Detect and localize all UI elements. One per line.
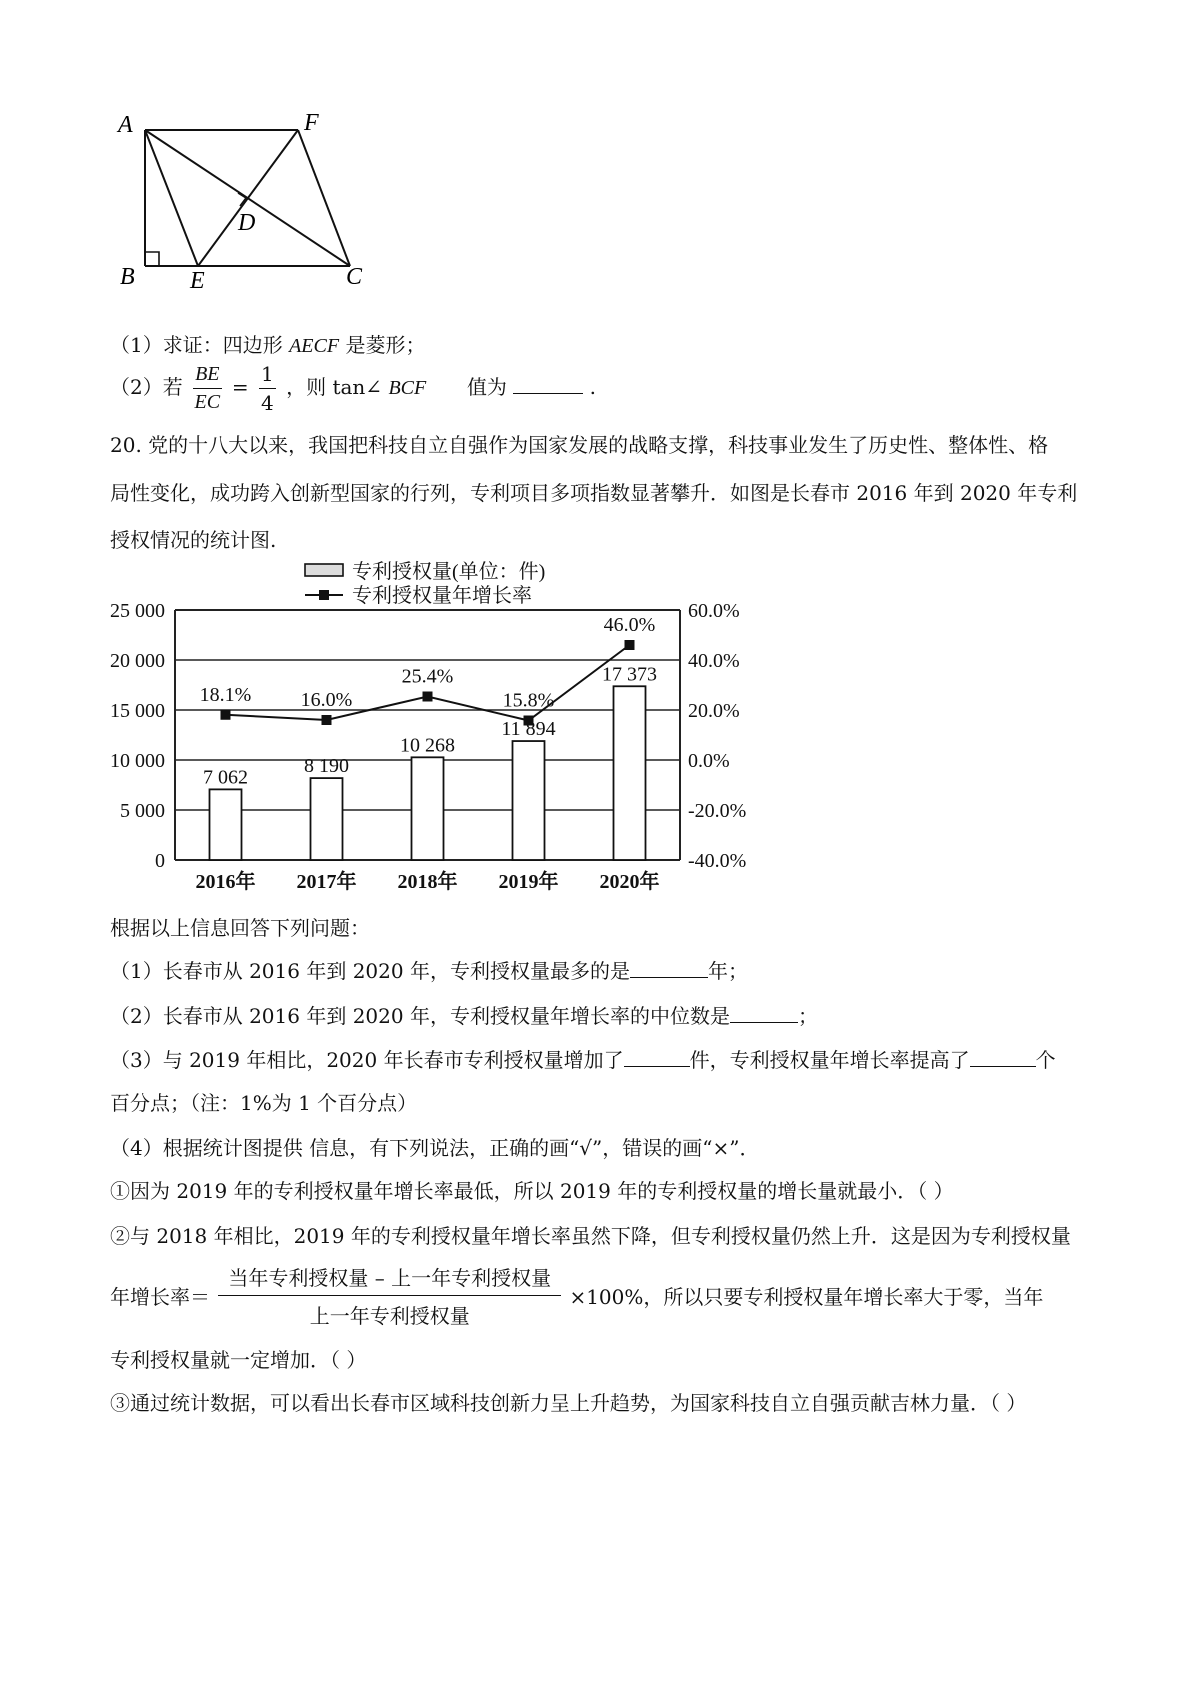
q3-answer-blank-2[interactable] <box>970 1048 1036 1067</box>
q19-part2-suffix: 值为 <box>466 375 507 399</box>
point-d-label: D <box>238 210 256 236</box>
rate-value-label: 16.0% <box>300 689 353 711</box>
right-tick-label: 60.0% <box>688 600 740 622</box>
category-label: 2018年 <box>397 871 458 893</box>
q20-intro-line3: 授权情况的统计图. <box>110 528 277 552</box>
q20-intro-line2: 局性变化，成功跨入创新型国家的行列，专利项目多项指数显著攀升．如图是长春市 2016 年到 2020 年专利 <box>110 481 1078 505</box>
segment-ae <box>145 130 198 266</box>
right-tick-label: 0.0% <box>688 750 730 772</box>
q19-part2-prefix: （2）若 <box>110 375 183 399</box>
growth-rate-numerator: 当年专利授权量 – 上一年专利授权量 <box>218 1262 561 1296</box>
q20-question-2 <box>110 1000 818 1029</box>
statement-2-formula <box>110 1262 1043 1329</box>
left-tick-label: 15 000 <box>110 700 165 722</box>
legend-line-label: 专利授权量年增长率 <box>352 585 532 607</box>
left-tick-label: 20 000 <box>110 650 165 672</box>
bar-value-label: 7 062 <box>203 766 248 789</box>
formula-left: 年增长率＝ <box>110 1285 210 1309</box>
statement-2-line1: ②与 2018 年相比，2019 年的专利授权量年增长率虽然下降，但专利授权量仍然上升．这是因为专利授权量 <box>110 1224 1071 1248</box>
fraction-be-ec-den: EC <box>194 391 221 413</box>
bar <box>412 757 444 860</box>
q20-q1-prefix: （1）长春市从 2016 年到 2020 年，专利授权量最多的是 <box>110 959 630 983</box>
bar-value-label: 10 268 <box>400 734 455 757</box>
bar-value-label: 17 373 <box>602 663 657 686</box>
bar-value-label: 11 894 <box>501 718 556 741</box>
bar <box>311 778 343 860</box>
q20-question-4: （4）根据统计图提供 信息，有下列说法，正确的画“√”，错误的画“×”． <box>110 1136 760 1160</box>
q20-question-3 <box>110 1044 1056 1073</box>
point-f-label: F <box>304 110 319 136</box>
q19-part1 <box>110 329 425 358</box>
q20-q3-mid: 件，专利授权量年增长率提高了 <box>689 1048 970 1072</box>
rate-marker <box>423 692 433 702</box>
left-tick-label: 5 000 <box>120 800 165 822</box>
q19-part1-suffix: 是菱形； <box>345 333 426 357</box>
point-b-label: B <box>120 264 135 290</box>
right-tick-label: -40.0% <box>688 850 747 872</box>
q19-part1-var: AECF <box>289 335 340 357</box>
category-label: 2020年 <box>599 871 660 893</box>
fraction-be-ec-num: BE <box>193 363 221 389</box>
q19-part2-mid: ，则 tan∠ <box>286 375 383 399</box>
q20-q2-suffix: ； <box>797 1004 818 1028</box>
q20-question-1 <box>110 955 748 984</box>
legend-bar-swatch <box>305 564 343 576</box>
right-tick-label: 40.0% <box>688 650 740 672</box>
q20-q3-suffix: 个 <box>1035 1048 1056 1072</box>
q20-after-chart: 根据以上信息回答下列问题： <box>110 916 370 940</box>
q20-question-3-line2: 百分点；（注：1%为 1 个百分点） <box>110 1091 418 1115</box>
patent-chart <box>100 560 760 900</box>
rate-marker <box>322 715 332 725</box>
q20-q1-suffix: 年； <box>707 959 748 983</box>
q20-q3-prefix: （3）与 2019 年相比，2020 年长春市专利授权量增加了 <box>110 1048 624 1072</box>
point-a-label: A <box>118 112 133 138</box>
right-angle-b <box>145 252 159 266</box>
answer-blank[interactable] <box>513 375 583 394</box>
segment-ef <box>198 130 298 266</box>
rate-value-label: 46.0% <box>603 614 656 636</box>
q1-answer-blank[interactable] <box>630 959 708 978</box>
growth-rate-denominator: 上一年专利授权量 <box>309 1304 470 1328</box>
right-angle-d <box>238 193 246 206</box>
bar-value-label: 8 190 <box>304 755 349 778</box>
rate-value-label: 15.8% <box>502 689 555 712</box>
segment-fc <box>298 130 350 266</box>
bar <box>513 741 545 860</box>
legend-bar-label: 专利授权量(单位：件) <box>352 561 546 583</box>
left-tick-label: 10 000 <box>110 750 165 772</box>
q3-answer-blank-1[interactable] <box>624 1048 690 1067</box>
category-label: 2016年 <box>195 871 256 893</box>
category-label: 2019年 <box>498 871 559 893</box>
point-e-label: E <box>190 268 205 294</box>
q20-intro-line1: 20. 党的十八大以来，我国把科技自立自强作为国家发展的战略支撑，科技事业发生了历史性、整体性、格 <box>110 433 1049 457</box>
right-tick-label: -20.0% <box>688 800 747 822</box>
rate-value-label: 18.1% <box>199 683 252 706</box>
point-c-label: C <box>346 264 363 290</box>
q19-part1-prefix: （1）求证：四边形 <box>110 333 283 357</box>
left-tick-label: 0 <box>155 850 165 872</box>
bar <box>614 686 646 860</box>
growth-rate-fraction <box>218 1262 561 1329</box>
q19-part2-var: BCF <box>388 377 427 399</box>
category-label: 2017年 <box>296 871 357 893</box>
rate-marker <box>221 710 231 720</box>
equals-sign: = <box>231 375 249 399</box>
q19-part2-end: . <box>589 375 597 399</box>
geometry-figure <box>110 100 400 300</box>
statement-2-line3: 专利授权量就一定增加．（ ） <box>110 1348 367 1372</box>
formula-right: ×100%，所以只要专利授权量年增长率大于零，当年 <box>569 1285 1044 1309</box>
fraction-one-quarter-num: 1 <box>259 362 276 389</box>
q20-q2-prefix: （2）长春市从 2016 年到 2020 年，专利授权量年增长率的中位数是 <box>110 1004 730 1028</box>
fraction-one-quarter-den: 4 <box>261 391 274 415</box>
bar <box>210 789 242 860</box>
fraction-be-ec <box>193 363 221 414</box>
statement-1: ①因为 2019 年的专利授权量年增长率最低，所以 2019 年的专利授权量的增长量就最小．（ ） <box>110 1179 954 1203</box>
fraction-one-quarter <box>259 362 276 415</box>
q2-answer-blank[interactable] <box>730 1004 798 1023</box>
rate-marker <box>625 640 635 650</box>
legend-line-marker <box>319 590 329 600</box>
q19-part2 <box>110 362 596 415</box>
left-tick-label: 25 000 <box>110 600 165 622</box>
right-tick-label: 20.0% <box>688 700 740 722</box>
rate-value-label: 25.4% <box>401 665 454 688</box>
statement-3: ③通过统计数据，可以看出长春市区域科技创新力呈上升趋势，为国家科技自立自强贡献吉林力量．（ ） <box>110 1391 1027 1415</box>
